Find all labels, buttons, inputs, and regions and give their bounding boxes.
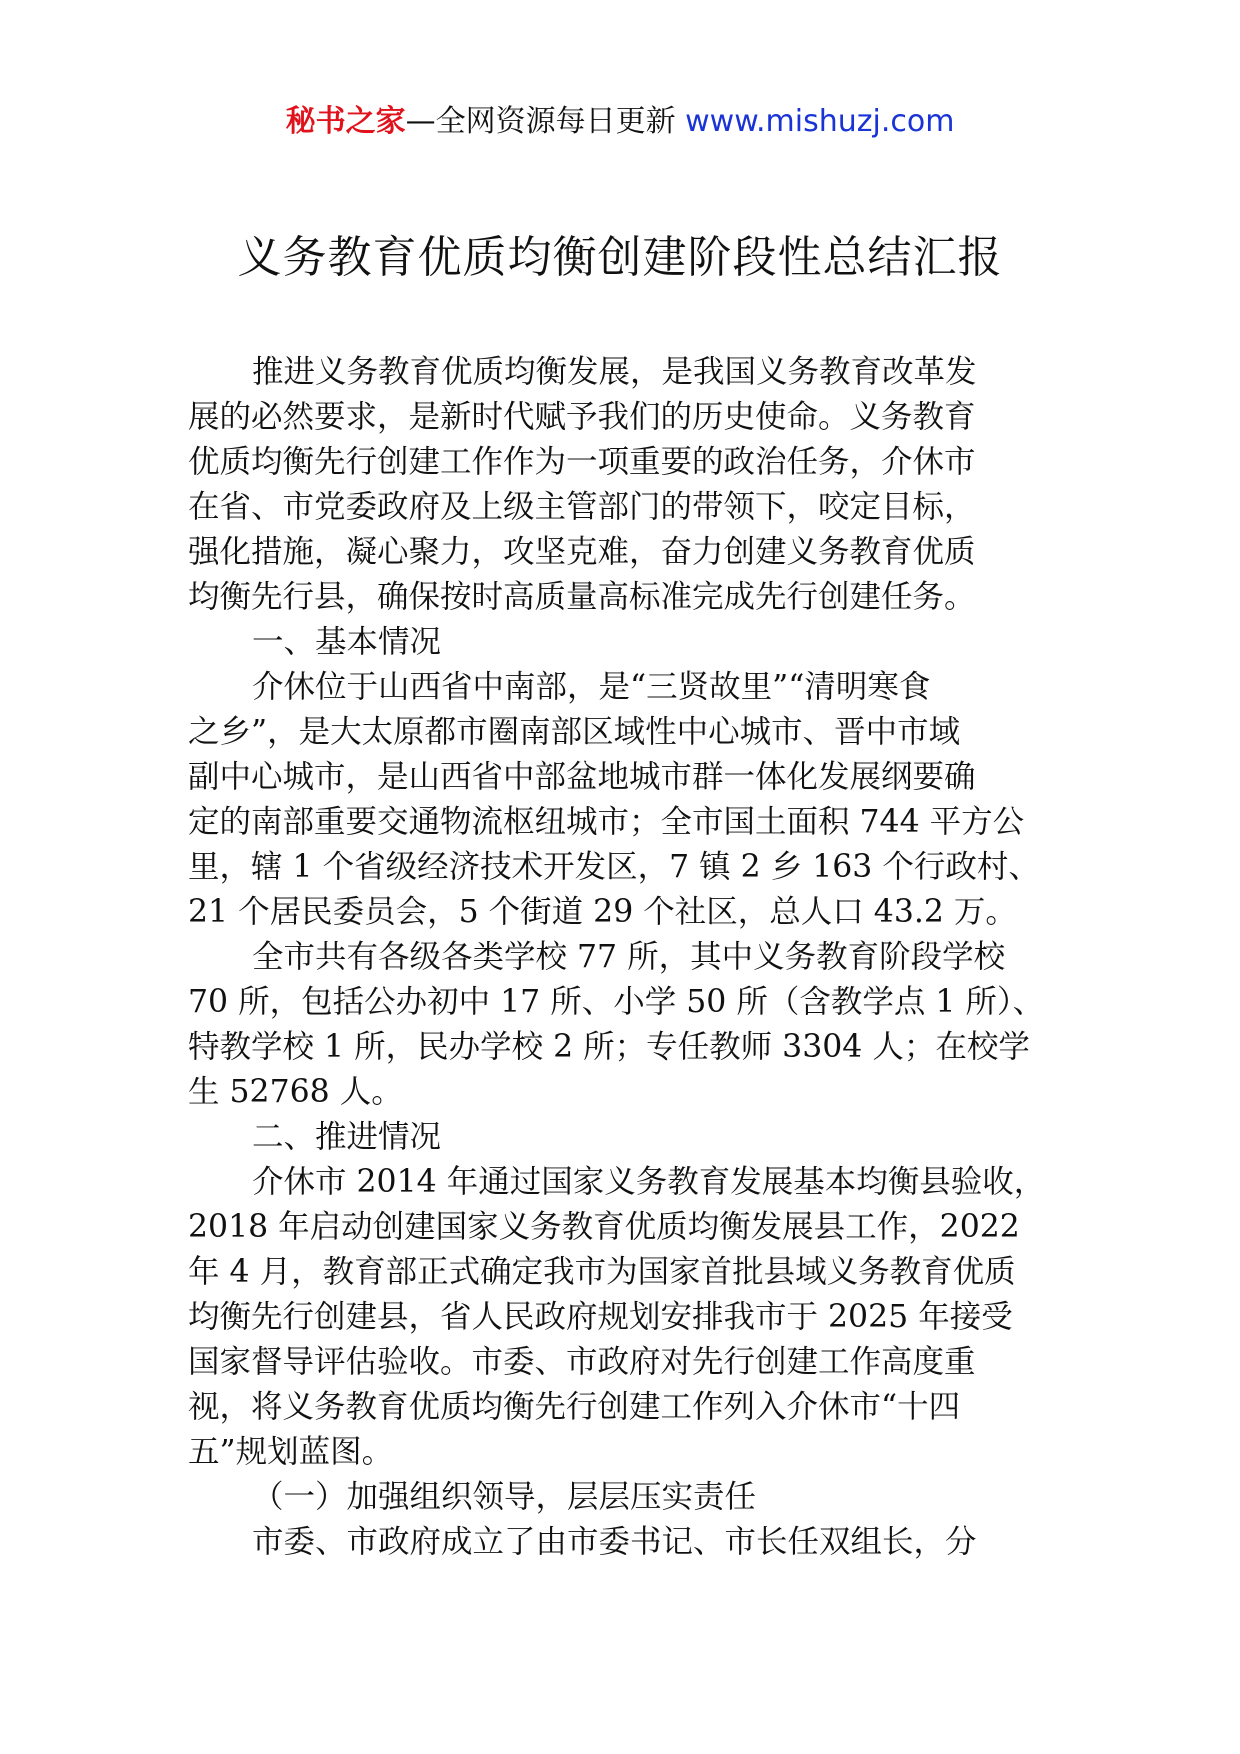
paragraph-line: 2018 年启动创建国家义务教育优质均衡发展县工作，2022 <box>188 1209 1020 1245</box>
site-header-banner <box>0 100 1240 144</box>
paragraph-line: 优质均衡先行创建工作作为一项重要的政治任务，介休市 <box>188 444 976 480</box>
paragraph-line: 70 所，包括公办初中 17 所、小学 50 所（含教学点 1 所）、 <box>188 984 1045 1020</box>
paragraph-line: 21 个居民委员会，5 个街道 29 个社区，总人口 43.2 万。 <box>188 894 1017 930</box>
paragraph-line: 介休市 2014 年通过国家义务教育发展基本均衡县验收， <box>252 1164 1046 1200</box>
paragraph-line: 在省、市党委政府及上级主管部门的带领下，咬定目标， <box>188 489 976 525</box>
paragraph-line: 展的必然要求，是新时代赋予我们的历史使命。义务教育 <box>188 399 976 435</box>
paragraph-line: 副中心城市，是山西省中部盆地城市群一体化发展纲要确 <box>188 759 976 795</box>
site-url-link[interactable]: www.mishuzj.com <box>685 104 955 139</box>
paragraph-line: 市委、市政府成立了由市委书记、市长任双组长，分 <box>252 1524 977 1560</box>
paragraph-line: 强化措施，凝心聚力，攻坚克难，奋力创建义务教育优质 <box>188 534 976 570</box>
paragraph-line: 之乡”，是大太原都市圈南部区域性中心城市、晋中市域 <box>188 714 961 750</box>
subsection-heading: （一）加强组织领导，层层压实责任 <box>252 1479 757 1515</box>
paragraph-line: 定的南部重要交通物流枢纽城市；全市国土面积 744 平方公 <box>188 804 1025 840</box>
paragraph-line: 五”规划蓝图。 <box>188 1434 394 1470</box>
paragraph-line: 推进义务教育优质均衡发展，是我国义务教育改革发 <box>252 354 977 390</box>
document-body <box>188 350 1048 1565</box>
paragraph-line: 均衡先行创建县，省人民政府规划安排我市于 2025 年接受 <box>188 1299 1013 1335</box>
header-tagline: —全网资源每日更新 <box>405 104 676 139</box>
paragraph-line: 生 52768 人。 <box>188 1074 403 1110</box>
paragraph-line: 国家督导评估验收。市委、市政府对先行创建工作高度重 <box>188 1344 976 1380</box>
paragraph-line: 里，辖 1 个省级经济技术开发区，7 镇 2 乡 163 个行政村、 <box>188 849 1040 885</box>
document-title: 义务教育优质均衡创建阶段性总结汇报 <box>237 232 1003 283</box>
paragraph-line: 均衡先行县，确保按时高质量高标准完成先行创建任务。 <box>188 579 976 615</box>
section-heading: 二、推进情况 <box>252 1119 442 1155</box>
paragraph-line: 全市共有各级各类学校 77 所，其中义务教育阶段学校 <box>252 939 1006 975</box>
brand-name: 秘书之家 <box>285 104 406 139</box>
paragraph-line: 特教学校 1 所，民办学校 2 所；专任教师 3304 人；在校学 <box>188 1029 1030 1065</box>
section-heading: 一、基本情况 <box>252 624 442 660</box>
paragraph-line: 视，将义务教育优质均衡先行创建工作列入介休市“十四 <box>188 1389 961 1425</box>
paragraph-line: 介休位于山西省中南部，是“三贤故里”“清明寒食 <box>252 669 931 705</box>
paragraph-line: 年 4 月，教育部正式确定我市为国家首批县域义务教育优质 <box>188 1254 1016 1290</box>
